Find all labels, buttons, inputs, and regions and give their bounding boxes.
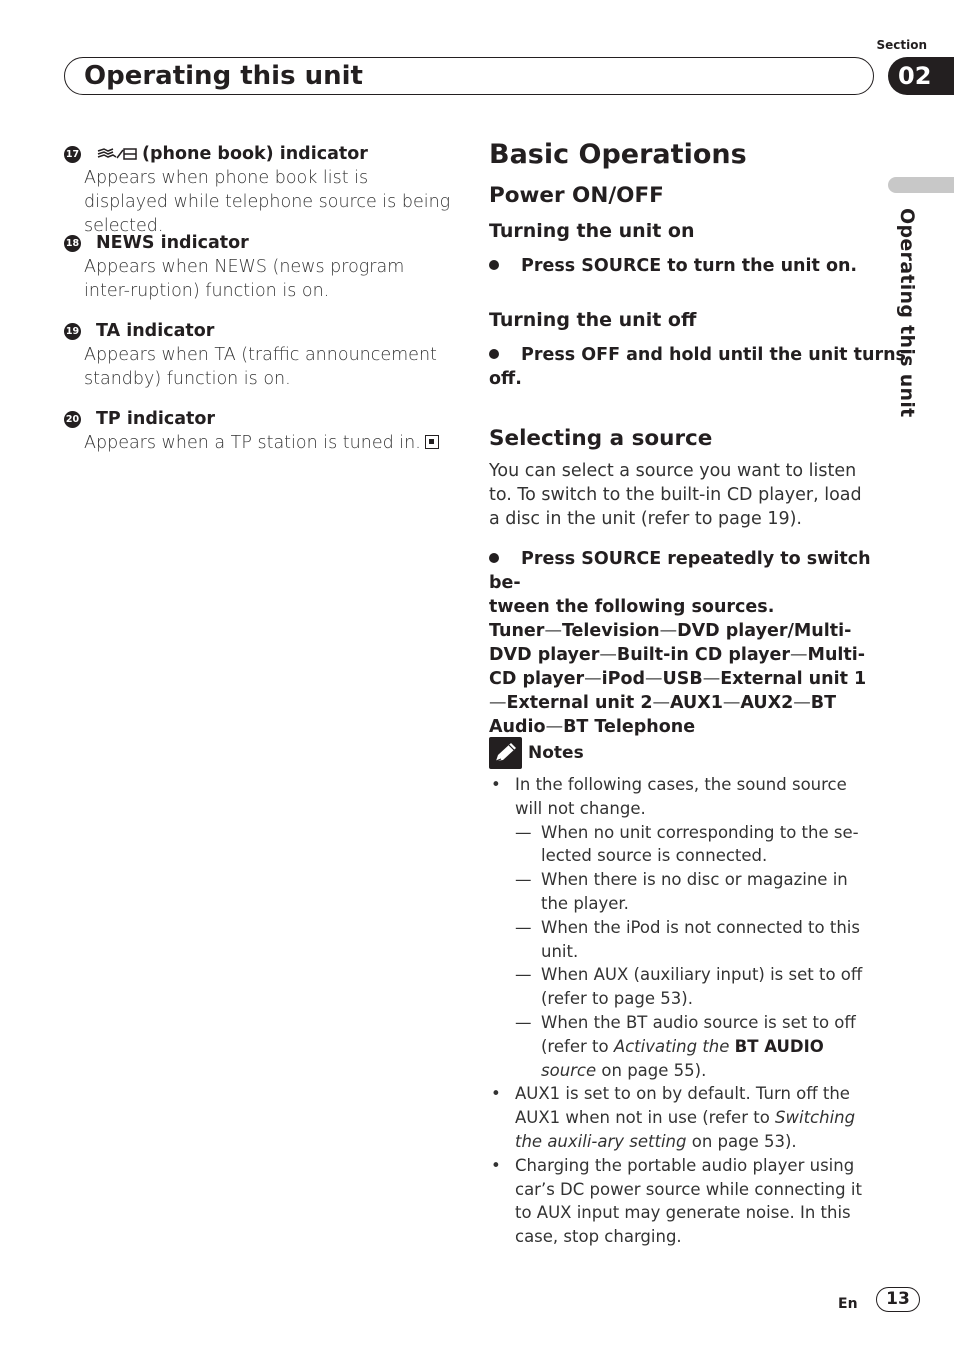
- note-subitem: — When the BT audio source is set to off (refer to Activating the BT AUDIO source on page 55).: [515, 1012, 856, 1080]
- item-number: 18: [64, 235, 81, 252]
- power-heading: Power ON/OFF: [489, 183, 664, 208]
- page-title: Operating this unit: [84, 61, 363, 91]
- source-list: Tuner—Television—DVD player/Multi-DVD player—Built-in CD player—Multi-CD player—iPod—USB—External unit 1—External unit 2—AUX1—AUX2—BT Audio—BT Telephone: [489, 621, 867, 737]
- section-label: Section: [876, 38, 927, 52]
- pencil-icon: [489, 737, 522, 769]
- source-dvd: DVD player/Multi-DVD player: [489, 621, 852, 665]
- source-usb: USB: [662, 669, 703, 689]
- note-item: • AUX1 is set to on by default. Turn off the AUX1 when not in use (refer to Switching the auxili-ary setting on page 53).: [491, 1084, 856, 1151]
- source-bt-telephone: BT Telephone: [563, 717, 696, 737]
- section-number: 02: [888, 57, 954, 95]
- note-item: • Charging the portable audio player using car’s DC power source while connecting it to AUX input may generate noise. In this case, stop charging.: [491, 1155, 862, 1247]
- source-external-2: External unit 2: [506, 693, 653, 713]
- indicator-title: TP indicator: [96, 409, 216, 429]
- notes-list: [489, 773, 877, 1249]
- source-intro: You can select a source you want to listen to. To switch to the built-in CD player, load a disc in the unit (refer to page 19).: [489, 461, 862, 529]
- side-tab-marker: [888, 177, 954, 193]
- note-subitem: — When the iPod is not connected to this unit.: [515, 917, 860, 961]
- basic-operations-heading: Basic Operations: [489, 139, 747, 170]
- notes-label: Notes: [528, 743, 584, 763]
- indicator-description: Appears when TA (traffic announcement standby) function is on.: [84, 345, 437, 389]
- note-subitem: — When AUX (auxiliary input) is set to off (refer to page 53).: [515, 965, 863, 1009]
- source-builtin-cd: Built-in CD player: [616, 645, 791, 665]
- bullet-icon: [489, 553, 499, 563]
- note-text: Charging the portable audio player using car’s DC power source while connecting it to AUX input may generate noise. In this case, stop charging.: [515, 1155, 862, 1247]
- indicator-title: NEWS indicator: [96, 233, 249, 253]
- power-on-step-text: Press SOURCE to turn the unit on.: [521, 256, 858, 276]
- note-subitem-text: When there is no disc or magazine in the player.: [541, 870, 848, 913]
- language-label: En: [838, 1296, 858, 1312]
- indicator-tp: [64, 407, 454, 455]
- indicator-description: Appears when a TP station is tuned in.: [84, 433, 421, 453]
- item-number: 17: [64, 146, 81, 163]
- bullet-icon: [489, 260, 499, 270]
- turning-off-heading: Turning the unit off: [489, 309, 697, 331]
- power-off-step: [489, 343, 906, 391]
- note-text: In the following cases, the sound source will not change.: [515, 775, 847, 818]
- power-on-step: [489, 254, 857, 278]
- power-off-step-line-2: off.: [489, 369, 522, 389]
- bullet-icon: [489, 349, 499, 359]
- source-bt-audio: BT Audio: [489, 693, 837, 737]
- note-subitem-text: When no unit corresponding to the se-lected source is connected.: [541, 822, 859, 866]
- source-step-line-1: Press SOURCE repeatedly to switch be-: [489, 549, 871, 593]
- source-tuner: Tuner: [489, 621, 545, 641]
- note-subitem: — When there is no disc or magazine in the player.: [515, 870, 848, 913]
- indicator-description: Appears when NEWS (news program inter-ruption) function is on.: [84, 257, 405, 301]
- notes-header: [489, 737, 584, 769]
- selecting-source-heading: Selecting a source: [489, 426, 713, 451]
- note-subitem: — When no unit corresponding to the se-lected source is connected.: [515, 822, 859, 866]
- indicator-description: Appears when phone book list is displayed while telephone source is being selected.: [84, 168, 451, 236]
- source-external-1: External unit 1: [720, 669, 867, 689]
- source-step-line-2: tween the following sources.: [489, 597, 775, 617]
- source-step: [489, 547, 874, 739]
- note-subitem-text: When the iPod is not connected to this unit.: [541, 917, 860, 961]
- indicator-title: (phone book) indicator: [142, 144, 368, 164]
- indicator-title: TA indicator: [96, 321, 215, 341]
- item-number: 19: [64, 323, 81, 340]
- power-off-step-line-1: Press OFF and hold until the unit turns: [521, 345, 906, 365]
- indicator-news: [64, 231, 454, 303]
- source-aux2: AUX2: [740, 693, 794, 713]
- source-aux1: AUX1: [670, 693, 723, 713]
- end-of-section-icon: [425, 435, 439, 449]
- side-tab-label: Operating this unit: [896, 208, 918, 418]
- note-subitem-text: When AUX (auxiliary input) is set to off (refer to page 53).: [541, 965, 863, 1009]
- source-ipod: iPod: [601, 669, 646, 689]
- phone-book-icon: [96, 144, 138, 164]
- item-number: 20: [64, 411, 81, 428]
- turning-on-heading: Turning the unit on: [489, 220, 695, 242]
- source-multi-cd: Multi-CD player: [489, 645, 866, 689]
- note-item: • In the following cases, the sound source will not change.: [491, 775, 847, 818]
- indicator-ta: [64, 319, 454, 391]
- source-television: Television: [561, 621, 660, 641]
- indicator-phone-book: [64, 142, 454, 238]
- page-number: 13: [876, 1287, 920, 1312]
